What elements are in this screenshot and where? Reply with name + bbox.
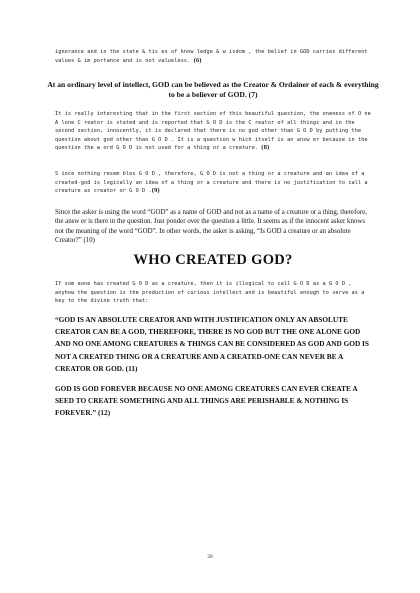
quote-absolute-creator: “GOD IS AN ABSOLUTE CREATOR AND WITH JUSTIFICATION ONLY AN ABSOLUTE CREATOR CAN BE A GOD, THEREFORE, THERE IS NO GOD BUT THE ONE ALONE GOD AND NO ONE AMONG CREATURES & THINGS CAN BE CONSIDERED AS GOD AND GOD IS NOT A CREATED THING OR A CREATURE AND A CREATED-ONE CAN NEVER BE A CREATOR OR GOD. (11): [55, 315, 369, 373]
quote-god-forever: GOD IS GOD FOREVER BECAUSE NO ONE AMONG CREATURES CAN EVER CREATE A SEED TO CREATE SOMETHING AND ALL THINGS ARE PERISHABLE & NOTHING IS FOREVER.” (12): [55, 384, 358, 418]
paragraph-importance: [55, 48, 371, 65]
page-title: WHO CREATED GOD?: [133, 252, 293, 268]
paragraph-text: S ince nothing resem bles G O D , therefore, G O D is not a thing or a creature and an idea of a created-god is logically an idea of a thing or a creature and there is no justification to call a creature as creator or G O D .: [55, 171, 368, 195]
section-heading: At an ordinary level of intellect, GOD can be believed as the Creator & Ordainer of each & everything to be a believer of GOD. (7): [47, 80, 379, 100]
paragraph-oneness: [55, 110, 371, 153]
paragraph-curious-intellect: If som eone has created G O D as a creature, then it is illogical to call G O D as a G O D , anyhow the question is the production of curious intellect and is beautiful enough to serve as a key to the divine truth that:: [55, 281, 365, 305]
footnote-ref: (9): [151, 187, 160, 195]
footnote-ref: (8): [261, 144, 270, 152]
footnote-ref: (6): [193, 56, 202, 64]
paragraph-asker: Since the asker is using the word “GOD” as a name of GOD and not as a name of a creature or a thing, therefore, the answ er is there in the question. Just ponder over the question a little. It seems as if the innocent asker knows not the meaning of the word “GOD”. In other words, the asker is asking, “Is GOD a creature or an absolute Creator?” (10): [55, 209, 367, 244]
paragraph-text: It is really interesting that in the first section of this beautiful question, the oneness of O ne A lone C reator is stated and is reported that G O D is the C reator of all things and in the second section, innocently, it is declared that there is no god other than G O D by putting the question about god other than G O D . It is a question w hich itself is an answ er because in the question the w ord G O D is not used for a thing or a creature.: [55, 111, 371, 152]
paragraph-text: ignorance and in the state & tis es of know ledge & w isdom , the belief in GOD carries different values & im portance and is not valueless.: [55, 49, 368, 64]
paragraph-nothing-resembles: [55, 170, 371, 196]
page-number: 28: [207, 554, 213, 560]
